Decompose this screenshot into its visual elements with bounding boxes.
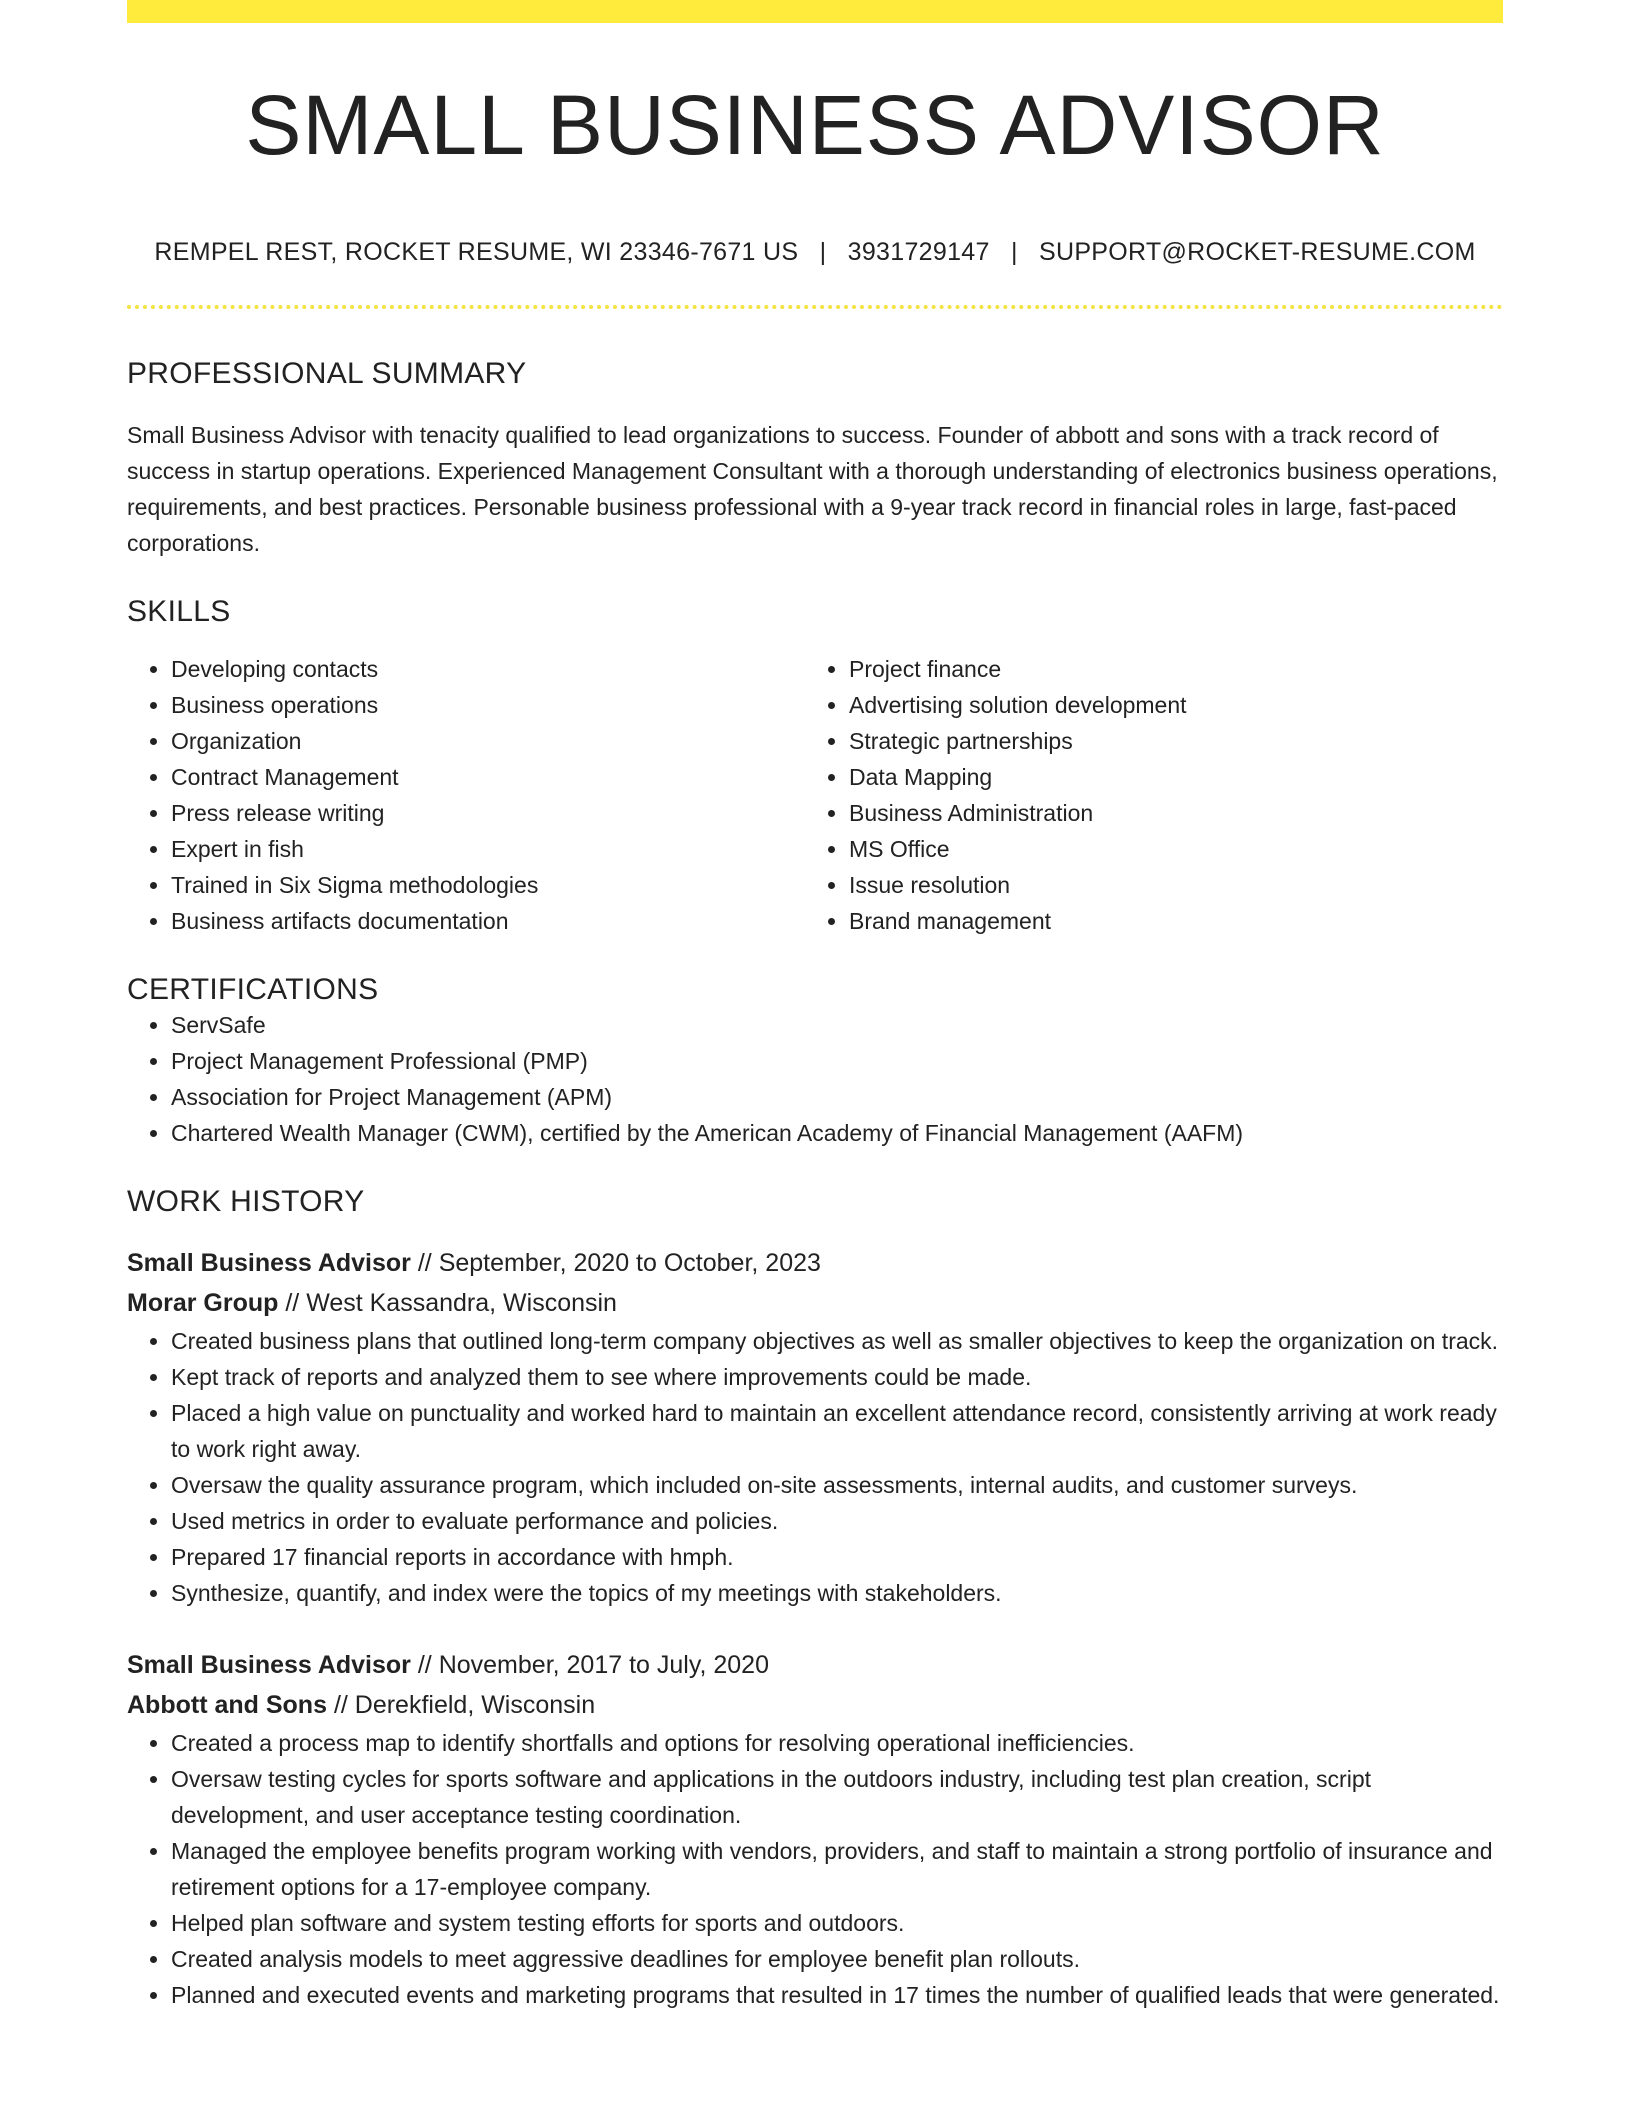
contact-separator: | <box>1010 238 1018 266</box>
job-bullet: • Oversaw testing cycles for sports software and applications in the outdoors industry, including test plan creation, script development, and user acceptance testing coordination. <box>171 1761 1503 1833</box>
skill-item: • Press release writing <box>171 795 805 831</box>
skill-item: • Organization <box>171 723 805 759</box>
skills-column-left <box>127 651 805 939</box>
skills-list-right <box>849 651 1483 939</box>
certifications-list <box>127 1007 1503 1151</box>
job-role: Small Business Advisor <box>127 1249 411 1277</box>
job-dates: // September, 2020 to October, 2023 <box>417 1249 821 1277</box>
work-history-heading: WORK HISTORY <box>127 1185 365 1218</box>
job-bullet: • Placed a high value on punctuality and worked hard to maintain an excellent attendance record, consistently arriving at work ready to work right away. <box>171 1395 1503 1467</box>
job-bullet: • Synthesize, quantify, and index were the topics of my meetings with stakeholders. <box>171 1575 1503 1611</box>
job-company-line <box>127 1283 1503 1323</box>
skills-grid <box>127 651 1503 939</box>
certification-item: • Association for Project Management (APM) <box>171 1079 1503 1115</box>
top-accent-bar <box>127 0 1503 23</box>
contact-line <box>127 238 1503 267</box>
job-bullet: • Managed the employee benefits program working with vendors, providers, and staff to maintain a strong portfolio of insurance and retirement options for a 17-employee company. <box>171 1833 1503 1905</box>
job-location: // West Kassandra, Wisconsin <box>285 1289 617 1317</box>
job-title-line <box>127 1243 1503 1283</box>
skills-heading: SKILLS <box>127 595 231 628</box>
job-bullet-list <box>127 1323 1503 1611</box>
resume-name: SMALL BUSINESS ADVISOR <box>245 78 1385 172</box>
certifications-heading: CERTIFICATIONS <box>127 973 379 1006</box>
job-bullet: • Used metrics in order to evaluate performance and policies. <box>171 1503 1503 1539</box>
skill-item: • Business Administration <box>849 795 1483 831</box>
summary-heading: PROFESSIONAL SUMMARY <box>127 357 527 390</box>
certification-item: • Project Management Professional (PMP) <box>171 1043 1503 1079</box>
contact-separator: | <box>819 238 827 266</box>
job-location: // Derekfield, Wisconsin <box>333 1691 596 1719</box>
job-entry <box>127 1645 1503 2013</box>
job-dates: // November, 2017 to July, 2020 <box>417 1651 769 1679</box>
skill-item: • Project finance <box>849 651 1483 687</box>
skill-item: • Data Mapping <box>849 759 1483 795</box>
contact-email: SUPPORT@ROCKET-RESUME.COM <box>1038 238 1476 266</box>
skill-item: • Advertising solution development <box>849 687 1483 723</box>
contact-address: REMPEL REST, ROCKET RESUME, WI 23346-7671 US <box>154 238 799 266</box>
job-bullet: • Created business plans that outlined long-term company objectives as well as smaller objectives to keep the organization on track. <box>171 1323 1503 1359</box>
skills-list-left <box>171 651 805 939</box>
contact-phone: 3931729147 <box>847 238 990 266</box>
job-bullet: • Created a process map to identify shortfalls and options for resolving operational inefficiencies. <box>171 1725 1503 1761</box>
job-bullet-list <box>127 1725 1503 2013</box>
certification-item: • ServSafe <box>171 1007 1503 1043</box>
job-company: Morar Group <box>127 1289 279 1317</box>
job-bullet: • Kept track of reports and analyzed them to see where improvements could be made. <box>171 1359 1503 1395</box>
job-bullet: • Planned and executed events and marketing programs that resulted in 17 times the number of qualified leads that were generated. <box>171 1977 1503 2013</box>
skills-column-right <box>805 651 1483 939</box>
skill-item: • Developing contacts <box>171 651 805 687</box>
certification-item: • Chartered Wealth Manager (CWM), certified by the American Academy of Financial Management (AAFM) <box>171 1115 1503 1151</box>
job-bullet: • Created analysis models to meet aggressive deadlines for employee benefit plan rollouts. <box>171 1941 1503 1977</box>
skill-item: • Brand management <box>849 903 1483 939</box>
skill-item: • Strategic partnerships <box>849 723 1483 759</box>
job-bullet: • Oversaw the quality assurance program, which included on-site assessments, internal audits, and customer surveys. <box>171 1467 1503 1503</box>
skill-item: • Business operations <box>171 687 805 723</box>
skill-item: • Contract Management <box>171 759 805 795</box>
summary-text: Small Business Advisor with tenacity qualified to lead organizations to success. Founder of abbott and sons with a track record of success in startup operations. Experienced Management Consultant with a thorough understanding of electronics business operations, requirements, and best practices. Personable business professional with a 9-year track record in financial roles in large, fast-paced corporations. <box>127 422 1498 556</box>
skill-item: • Business artifacts documentation <box>171 903 805 939</box>
skill-item: • Issue resolution <box>849 867 1483 903</box>
skill-item: • Expert in fish <box>171 831 805 867</box>
resume-page <box>127 0 1503 2013</box>
job-entry <box>127 1243 1503 1611</box>
job-company: Abbott and Sons <box>127 1691 327 1719</box>
skill-item: • MS Office <box>849 831 1483 867</box>
job-role: Small Business Advisor <box>127 1651 411 1679</box>
header-divider <box>127 305 1503 309</box>
skill-item: • Trained in Six Sigma methodologies <box>171 867 805 903</box>
job-company-line <box>127 1685 1503 1725</box>
job-bullet: • Helped plan software and system testing efforts for sports and outdoors. <box>171 1905 1503 1941</box>
job-bullet: • Prepared 17 financial reports in accordance with hmph. <box>171 1539 1503 1575</box>
job-title-line <box>127 1645 1503 1685</box>
